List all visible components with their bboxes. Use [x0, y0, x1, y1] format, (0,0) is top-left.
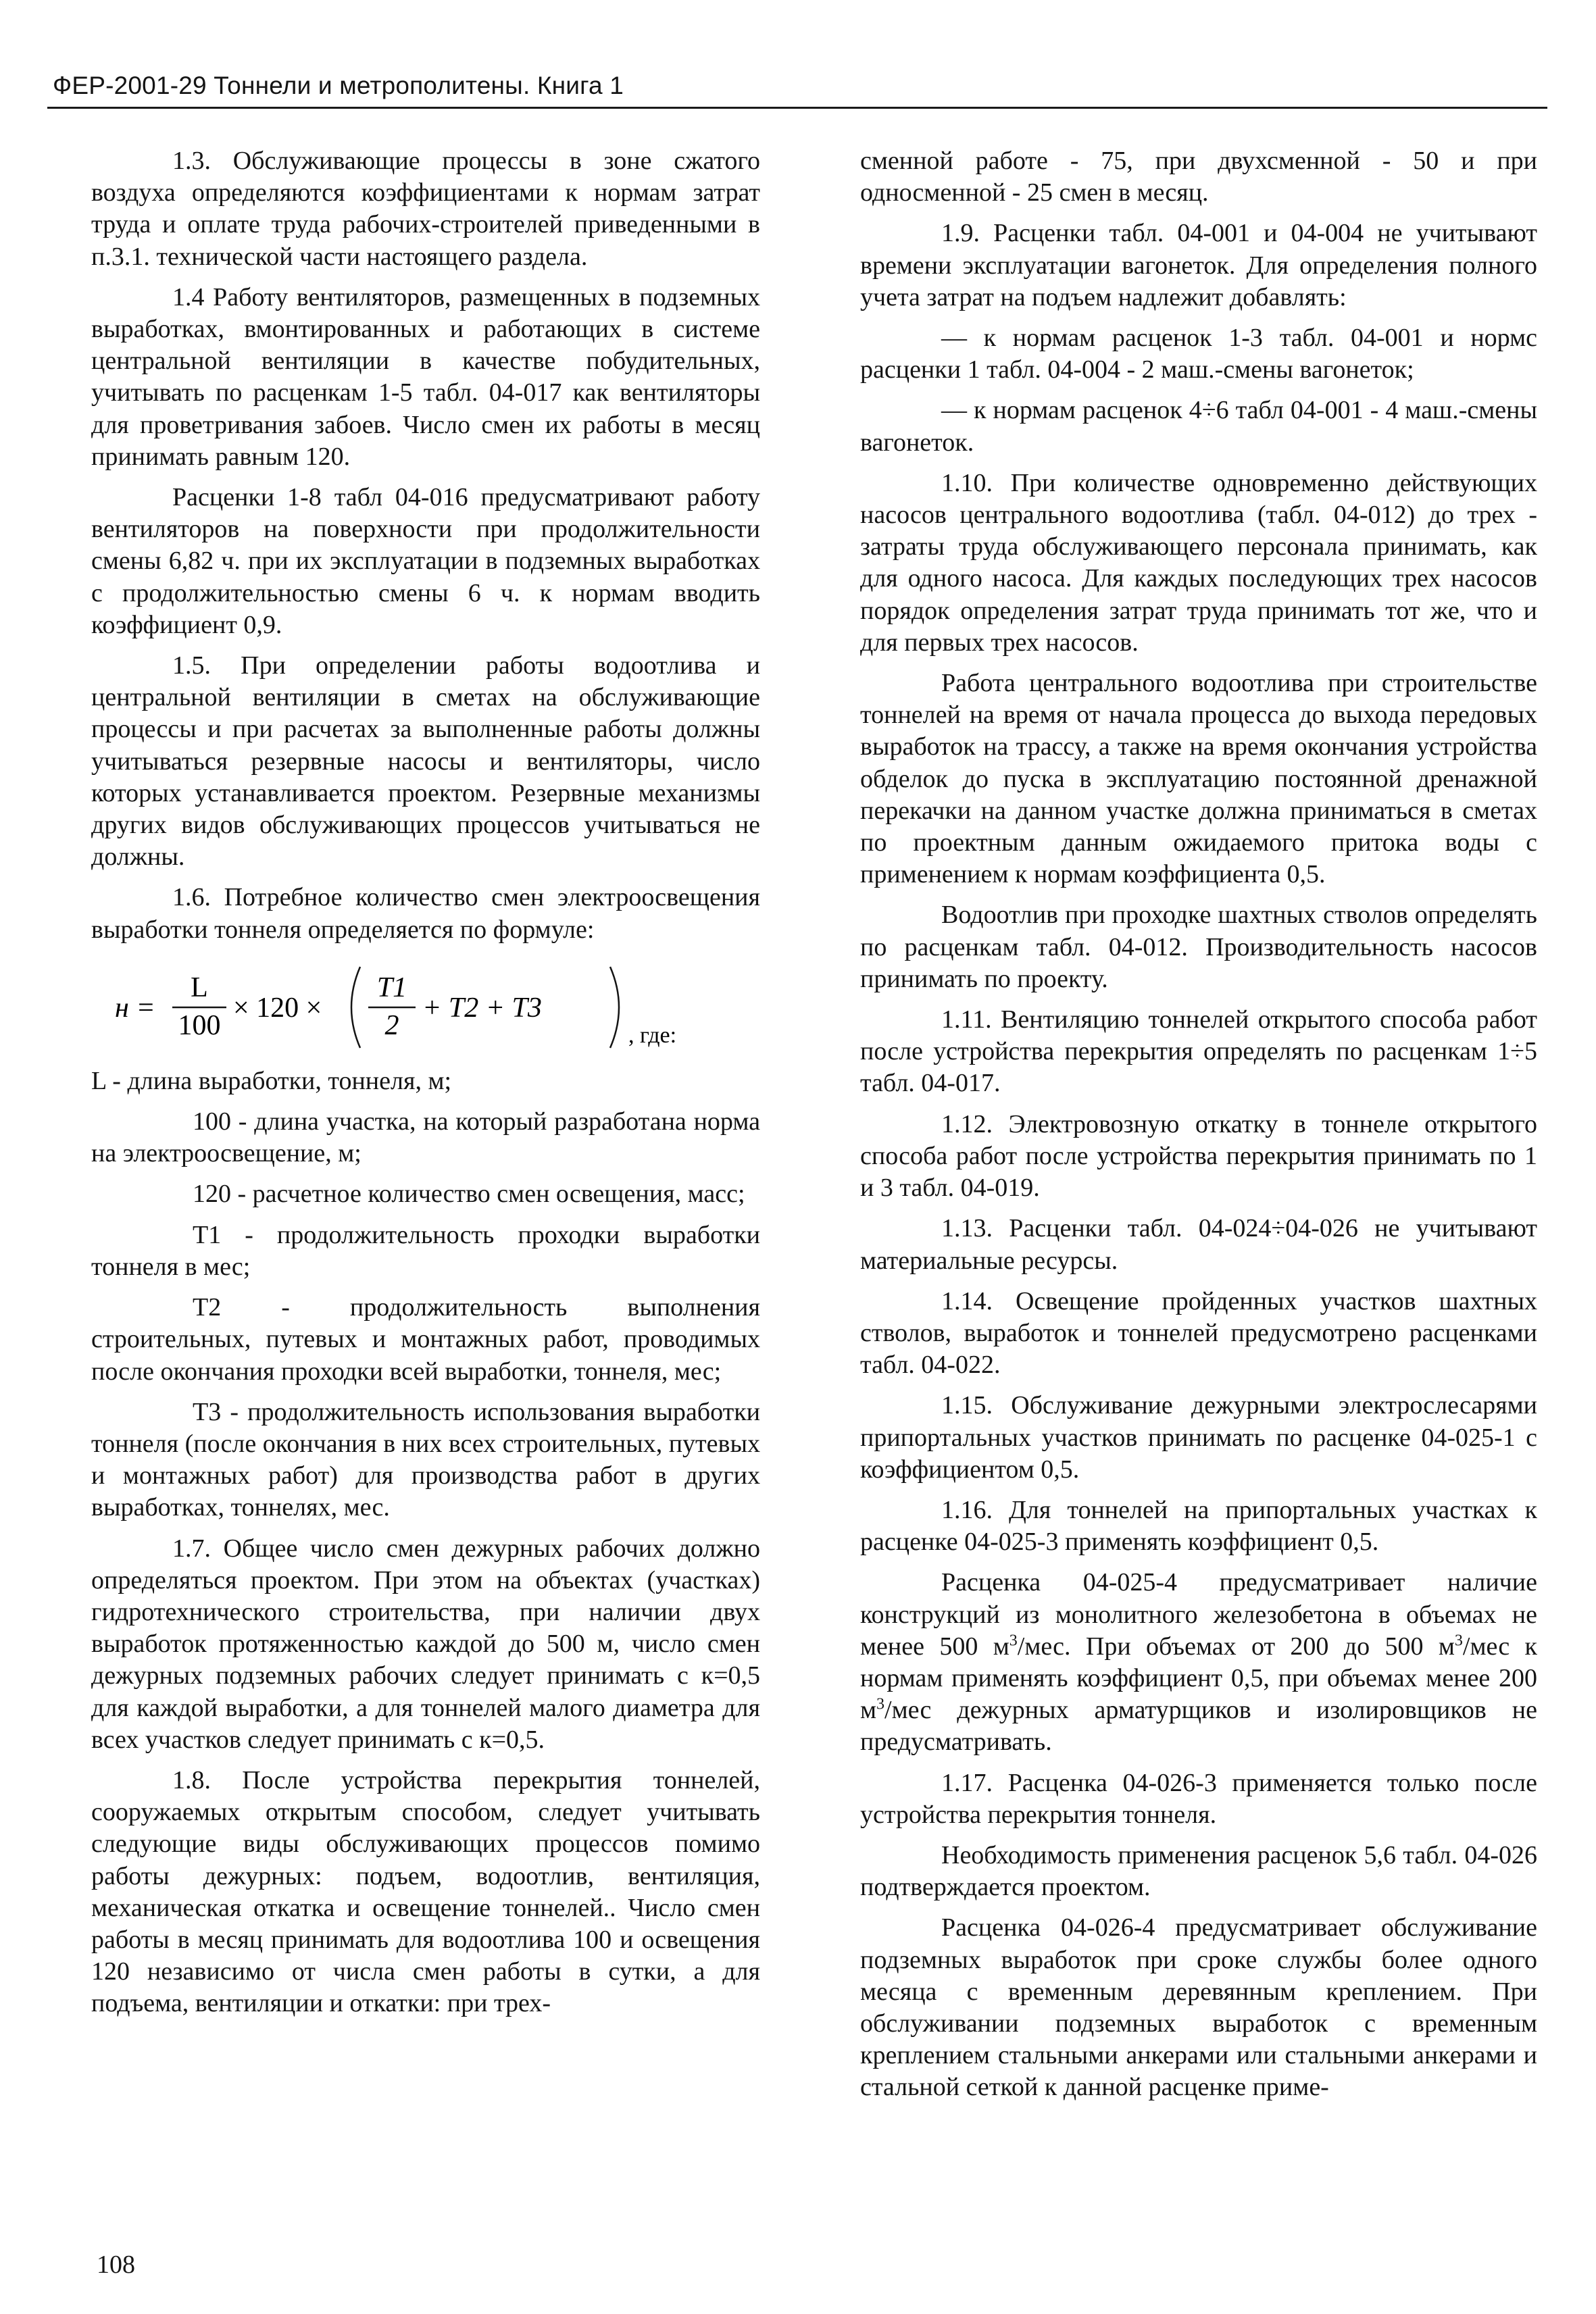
paragraph-04-026-4: Расценка 04-026-4 предусматривает обслуживание подземных выработок при сроке службы более одного месяца с временным деревянным креплением. При обслуживании подземных выработок с временным креплением стальными анкерами или стальными анкерами и стальной сеткой к данной расценке приме- — [860, 1913, 1537, 2102]
lighting-formula — [91, 955, 760, 1056]
formula-times-120: × 120 × — [233, 992, 322, 1024]
paragraph-1-13: 1.13. Расценки табл. 04-024÷04-026 не учитывают материальные ресурсы. — [860, 1214, 1537, 1275]
paragraph-1-4: 1.4 Работу вентиляторов, размещенных в подземных выработках, вмонтированных и работающих в системе центральной вентиляции в качестве побудительных, учитывать по расценкам 1-5 табл. 04-017 как вентиляторы для проветривания забоев. Число смен их работы в месяц принимать равным 120. — [91, 282, 760, 471]
definition-120: 120 - расчетное количество смен освещения, масс; — [193, 1180, 745, 1209]
paragraph-1-7: 1.7. Общее число смен дежурных рабочих должно определяться проектом. При этом на объектах (участках) гидротехнического строительства, при наличии двух выработок протяженностью каждой до 500 м, число смен дежурных подземных рабочих следует принимать с к=0,5 для каждой выработки, а для тоннелей малого диаметра для всех участков следует принимать с к=0,5. — [91, 1534, 760, 1754]
paragraph-1-17: 1.17. Расценка 04-026-3 применяется только после устройства перекрытия тоннеля. — [860, 1768, 1537, 1829]
running-header — [47, 66, 1547, 109]
formula-suffix: , где: — [628, 1022, 677, 1048]
definition-T1: Т1 - продолжительность проходки выработки тоннеля в мес; — [91, 1220, 760, 1281]
concrete-text-d: /мес дежурных арматурщиков и изолировщиков не предусматривать. — [860, 1696, 1537, 1757]
definition-100: 100 - длина участка, на который разработана норма на электроосвещение, м; — [91, 1107, 760, 1168]
paragraph-1-3: 1.3. Обслуживающие процессы в зоне сжатого воздуха определяются коэффициентами к нормам затрат труда и оплате труда рабочих-строителей приведенными в п.3.1. технической части настоящего раздела. — [91, 147, 760, 271]
concrete-text-b: /мес. При объемах от 200 до 500 м — [1017, 1632, 1455, 1661]
page-number: 108 — [97, 2250, 135, 2279]
formula-den-2: 2 — [384, 1009, 399, 1041]
paragraph-1-6: 1.6. Потребное количество смен электроосвещения выработки тоннеля определяется по формуле: — [91, 883, 760, 944]
definition-T2: Т2 - продолжительность выполнения строительных, путевых и монтажных работ, проводимых после окончания проходки всей выработки, тоннеля, мес; — [91, 1293, 760, 1386]
left-column — [91, 145, 760, 2029]
concrete-sup-3: 3 — [876, 1695, 885, 1713]
bullet-wagons-2: — к нормам расценок 4÷6 табл 04-001 - 4 маш.-смены вагонеток. — [860, 396, 1537, 457]
paragraph-1-11: 1.11. Вентиляцию тоннелей открытого способа работ после устройства перекрытия определять по расценкам 1÷5 табл. 04-017. — [860, 1005, 1537, 1098]
paragraph-1-5: 1.5. При определении работы водоотлива и центральной вентиляции в сметах на обслуживающие процессы и при расчетах за выполненные работы должны учитываться резервные насосы и вентиляторы, число которых устанавливается проектом. Резервные механизмы других видов обслуживающих процессов учитываться не должны. — [91, 651, 760, 872]
paragraph-04-025-4 — [860, 1567, 1537, 1758]
concrete-text-a: Расценка 04-025-4 предусматривает наличие конструкций из монолитного железобетона в объемах не менее 500 м — [860, 1568, 1537, 1661]
paragraph-shaft-drainage: Водоотлив при проходке шахтных стволов определять по расценкам табл. 04-012. Производительность насосов принимать по проекту. — [860, 901, 1537, 993]
definition-T3: Т3 - продолжительность использования выработки тоннеля (после окончания в них всех строительных, путевых и монтажных работ) для производства работ в других выработках, тоннелях, мес. — [91, 1397, 760, 1522]
concrete-sup-2: 3 — [1454, 1632, 1463, 1650]
right-column — [860, 145, 1537, 2113]
formula-sum: + Т2 + Т3 — [422, 992, 542, 1024]
paragraph-1-10: 1.10. При количестве одновременно действующих насосов центрального водоотлива (табл. 04-012) до трех - затраты труда обслуживающего персонала принимать, как для одного насоса. Для каждых последующих трех насосов порядок определения затрат труда принимать тот же, что и для первых трех насосов. — [860, 468, 1537, 657]
paragraph-1-8: 1.8. После устройства перекрытия тоннелей, сооружаемых открытым способом, следует учитывать следующие виды обслуживающих процессов помимо работы дежурных: подъем, водоотлив, вентиляция, механическая откатка и освещение тоннелей.. Число смен работы в месяц принимать для водоотлива 100 и освещения 120 независимо от числа смен работы в сутки, а для подъема, вентиляции и откатки: при трех- — [91, 1765, 760, 2018]
definition-L: L - длина выработки, тоннеля, м; — [91, 1066, 452, 1095]
paragraph-1-9: 1.9. Расценки табл. 04-001 и 04-004 не учитывают времени эксплуатации вагонеток. Для определения полного учета затрат на подъем надлежит добавлять: — [860, 219, 1537, 311]
formula-lhs: н = — [115, 992, 155, 1024]
concrete-text-c: /мес к нормам применять коэффициент 0,5, при объемах менее 200 м — [860, 1632, 1538, 1725]
formula-num-L: L — [191, 972, 208, 1003]
paragraph-central-drainage: Работа центрального водоотлива при строительстве тоннелей на время от начала процесса до выхода передовых выработок на трассу, а также на время окончания устройства обделок до пуска в эксплуатацию постоянной дренажной перекачки на данном участке должна приниматься в сметах по проектным данным ожидаемого притока воды с применением к нормам коэффициента 0,5. — [860, 669, 1537, 889]
header-title: ФЕР-2001-29 Тоннели и метрополитены. Книга 1 — [53, 72, 624, 99]
paragraph-1-16: 1.16. Для тоннелей на припортальных участках к расценке 04-025-3 применять коэффициент 0,5. — [860, 1495, 1537, 1557]
paragraph-1-12: 1.12. Электровозную откатку в тоннеле открытого способа работ после устройства перекрытия принимать по 1 и 3 табл. 04-019. — [860, 1109, 1537, 1203]
concrete-sup-1: 3 — [1009, 1632, 1018, 1650]
paragraph-vent-rates: Расценки 1-8 табл 04-016 предусматривают работу вентиляторов на поверхности при продолжительности смены 6,82 ч. при их эксплуатации в подземных выработках с продолжительностью смены 6 ч. к нормам вводить коэффициент 0,9. — [91, 483, 760, 639]
paragraph-04-026-5-6: Необходимость применения расценок 5,6 табл. 04-026 подтверждается проектом. — [860, 1840, 1537, 1902]
paragraph-1-8-cont: сменной работе - 75, при двухсменной - 50 и при односменной - 25 смен в месяц. — [860, 147, 1537, 207]
paragraph-1-14: 1.14. Освещение пройденных участков шахтных стволов, выработок и тоннелей предусмотрено расценками табл. 04-022. — [860, 1286, 1537, 1380]
formula-num-T1: Т1 — [376, 972, 407, 1003]
bullet-wagons-1: — к нормам расценок 1-3 табл. 04-001 и нормс расценки 1 табл. 04-004 - 2 маш.-смены вагонеток; — [860, 324, 1537, 384]
paragraph-1-15: 1.15. Обслуживание дежурными электрослесарями припортальных участков принимать по расценке 04-025-1 с коэффициентом 0,5. — [860, 1391, 1537, 1484]
formula-den-100: 100 — [178, 1009, 221, 1041]
formula-right-paren — [610, 967, 619, 1048]
formula-left-paren — [351, 967, 360, 1048]
formula-svg — [91, 955, 760, 1056]
